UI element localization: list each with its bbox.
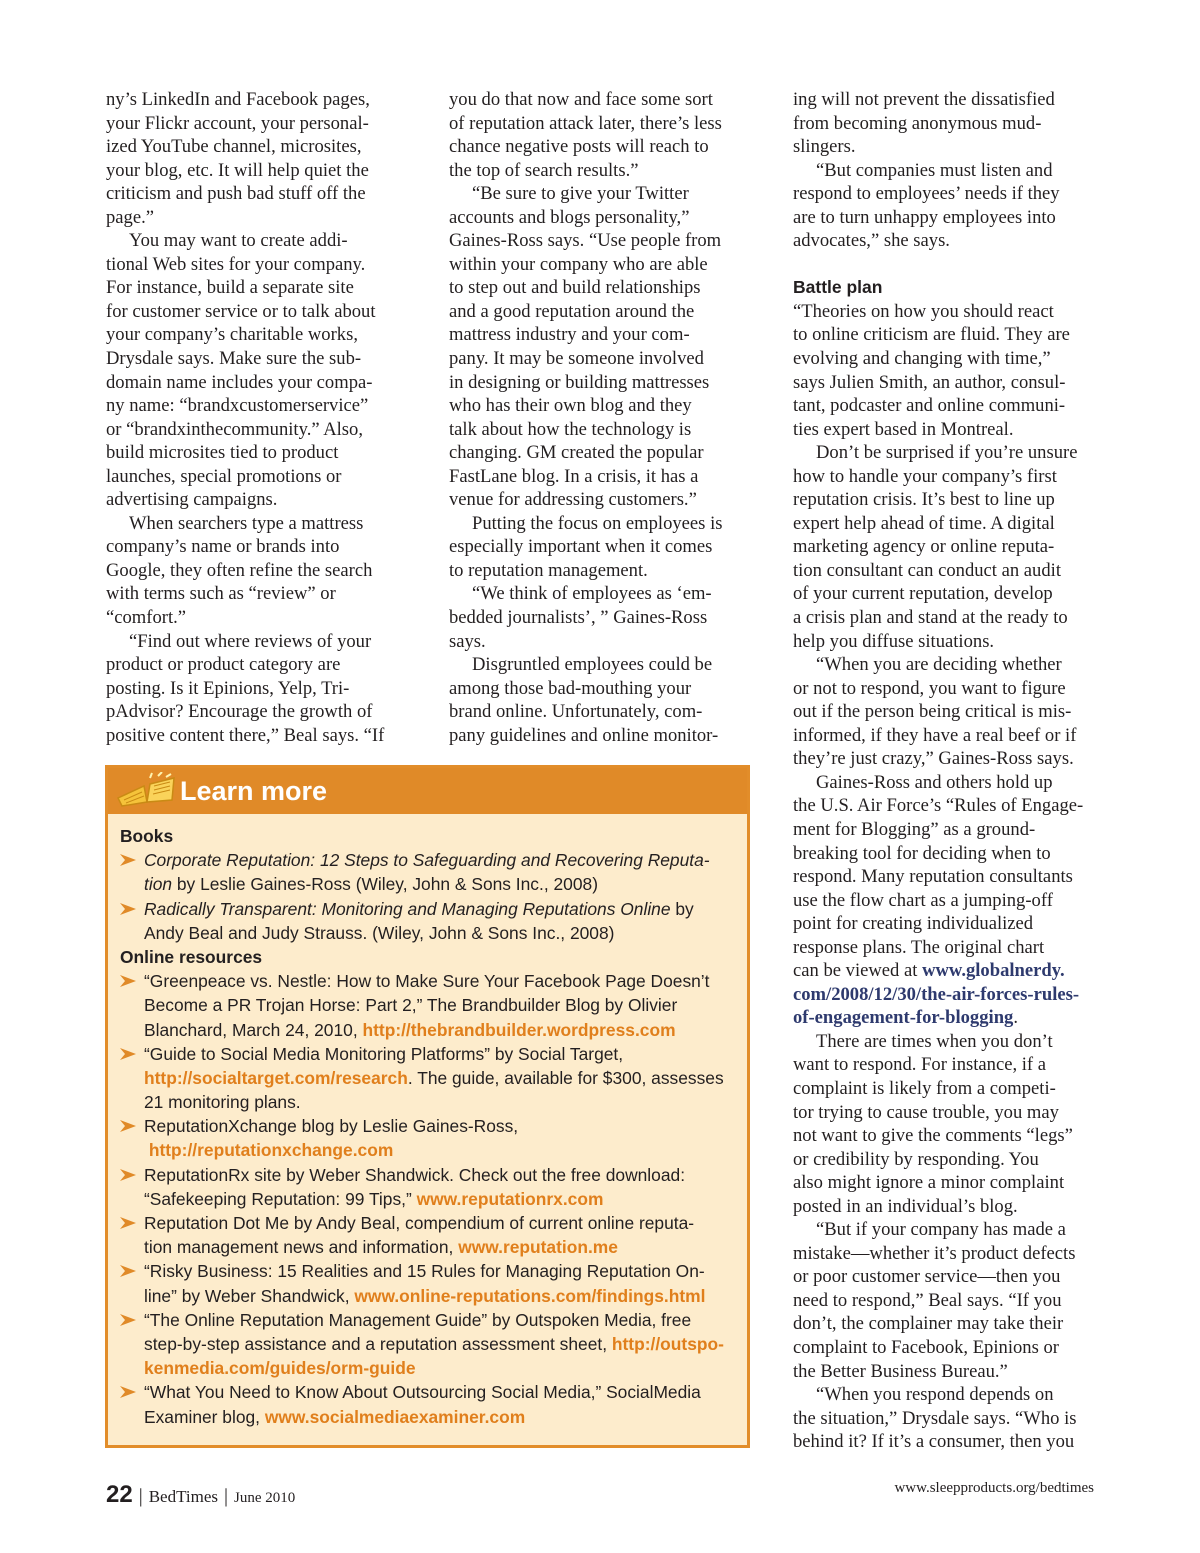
- text-line: reputation crisis. It’s best to line up: [793, 489, 1055, 511]
- text-line: “Find out where reviews of your: [129, 630, 372, 652]
- text-line: slingers.: [793, 136, 856, 158]
- text-line: want to respond. For instance, if a: [793, 1054, 1047, 1076]
- text-line: marketing agency or online reputa-: [793, 536, 1055, 558]
- spacer: [793, 253, 1098, 277]
- arrow-bullet-icon: [120, 854, 136, 866]
- issue-date: June 2010: [234, 1490, 296, 1506]
- text-line: ing will not prevent the dissatisfied: [793, 89, 1055, 110]
- text-line: tant, podcaster and online communi-: [793, 395, 1066, 417]
- text-line: When searchers type a mattress: [129, 512, 364, 534]
- footer-separator: |: [138, 1485, 143, 1507]
- text-line: “When you respond depends on: [816, 1384, 1054, 1406]
- text-line: within your company who are able: [449, 253, 708, 275]
- text-line: pany guidelines and online monitor-: [449, 724, 719, 746]
- text-line: are to turn unhappy employees into: [793, 206, 1056, 228]
- text-line: accounts and blogs personality,”: [449, 206, 690, 228]
- text-line: launches, special promotions or: [106, 465, 342, 487]
- article-column-3: [793, 88, 1098, 1454]
- list-item-cont: Andy Beal and Judy Strauss. (Wiley, John & Sons Inc., 2008): [144, 922, 615, 943]
- reputationxchange-link[interactable]: http://reputationxchange.com: [148, 1140, 394, 1161]
- text-line: domain name includes your compa-: [106, 371, 373, 393]
- text-line: response plans. The original chart: [793, 936, 1045, 958]
- text-line: advertising campaigns.: [106, 489, 278, 511]
- text-line: posted in an individual’s blog.: [793, 1195, 1018, 1217]
- text-line: [793, 983, 1098, 1007]
- text-line: the U.S. Air Force’s “Rules of Engage-: [793, 795, 1084, 817]
- text-fragment: .: [1013, 1007, 1018, 1029]
- text-line: in designing or building mattresses: [449, 371, 710, 393]
- open-book-icon: [114, 772, 180, 810]
- text-line: Gaines-Ross and others hold up: [816, 771, 1053, 793]
- text-line: to step out and build relationships: [449, 277, 701, 299]
- arrow-bullet-icon: [120, 1265, 136, 1277]
- list-item: [120, 1308, 740, 1332]
- list-item-cont: [120, 1018, 740, 1042]
- online-reputations-link[interactable]: www.online-reputations.com/findings.html: [354, 1285, 706, 1306]
- text-line: ment for Blogging” as a ground-: [793, 818, 1036, 840]
- text-line: tional Web sites for your company.: [106, 253, 366, 275]
- text-line: ny’s LinkedIn and Facebook pages,: [106, 89, 370, 110]
- text-line: chance negative posts will reach to: [449, 136, 709, 158]
- list-item: [120, 897, 740, 921]
- text-line: For instance, build a separate site: [106, 277, 354, 299]
- book-title: Corporate Reputation: 12 Steps to Safeguarding and Recovering Reputa-: [144, 850, 710, 871]
- text-line: don’t, the complainer may take their: [793, 1313, 1064, 1335]
- page-footer: [106, 1481, 295, 1509]
- outspokenmedia-link[interactable]: http://outspo-: [611, 1333, 724, 1354]
- text-line: breaking tool for deciding when to: [793, 842, 1051, 864]
- resource-text: “Greenpeace vs. Nestle: How to Make Sure Your Facebook Page Doesn’t: [144, 971, 710, 992]
- text-line: among those bad-mouthing your: [449, 677, 692, 699]
- book-title: Radically Transparent: Monitoring and Managing Reputations Online: [144, 898, 671, 919]
- text-line: your blog, etc. It will help quiet the: [106, 159, 369, 181]
- text-line: respond. Many reputation consultants: [793, 866, 1073, 888]
- reputationrx-link[interactable]: www.reputationrx.com: [416, 1188, 604, 1209]
- list-item-cont: [120, 1284, 740, 1308]
- text-line: or poor customer service—then you: [793, 1266, 1061, 1288]
- reputation-me-link[interactable]: www.reputation.me: [458, 1237, 618, 1258]
- books-heading: Books: [120, 826, 174, 846]
- list-item: [120, 1211, 740, 1235]
- outspokenmedia-link-cont[interactable]: kenmedia.com/guides/orm-guide: [144, 1358, 416, 1379]
- list-item: [120, 969, 740, 993]
- learn-more-title: Learn more: [180, 776, 328, 806]
- resource-text: step-by-step assistance and a reputation assessment sheet,: [144, 1333, 612, 1354]
- text-line: Google, they often refine the search: [106, 559, 373, 581]
- text-line: ties expert based in Montreal.: [793, 418, 1014, 440]
- text-line: changing. GM created the popular: [449, 442, 704, 464]
- learn-more-body: [120, 824, 740, 1429]
- text-line: of your current reputation, develop: [793, 583, 1053, 605]
- socialmediaexaminer-link[interactable]: www.socialmediaexaminer.com: [264, 1406, 526, 1427]
- text-line: a crisis plan and stand at the ready to: [793, 607, 1068, 629]
- book-title: tion: [144, 874, 173, 895]
- text-line: especially important when it comes: [449, 536, 713, 558]
- arrow-bullet-icon: [120, 1048, 136, 1060]
- arrow-bullet-icon: [120, 1217, 136, 1229]
- list-item-cont: [120, 872, 740, 896]
- text-line: “Be sure to give your Twitter: [472, 183, 689, 205]
- text-line: complaint is likely from a competi-: [793, 1077, 1056, 1099]
- list-item-cont: [120, 1187, 740, 1211]
- text-line: tion consultant can conduct an audit: [793, 559, 1061, 581]
- text-line: advocates,” she says.: [793, 230, 950, 252]
- socialtarget-link[interactable]: http://socialtarget.com/research: [144, 1067, 408, 1088]
- text-line: to reputation management.: [449, 559, 648, 581]
- list-item: [120, 1163, 740, 1187]
- book-details: by: [670, 898, 694, 919]
- text-line: of reputation attack later, there’s less: [449, 112, 722, 134]
- online-resources-heading: Online resources: [120, 946, 263, 967]
- text-line: “When you are deciding whether: [816, 654, 1062, 676]
- resource-text: ReputationRx site by Weber Shandwick. Check out the free download:: [144, 1164, 686, 1185]
- text-line: and a good reputation around the: [449, 300, 695, 322]
- arrow-bullet-icon: [120, 1120, 136, 1132]
- book-details: by Leslie Gaines-Ross (Wiley, John & Sons Inc., 2008): [172, 874, 598, 895]
- resource-text: Examiner blog,: [144, 1406, 265, 1427]
- text-line: your Flickr account, your personal-: [106, 112, 369, 134]
- text-line: evolving and changing with time,”: [793, 348, 1051, 370]
- magazine-name: BedTimes: [148, 1487, 218, 1506]
- list-item-cont: 21 monitoring plans.: [144, 1092, 301, 1113]
- resource-text: “What You Need to Know About Outsourcing Social Media,” SocialMedia: [144, 1382, 701, 1403]
- text-line: positive content there,” Beal says. “If: [106, 724, 385, 746]
- text-line: page.”: [106, 206, 155, 228]
- resource-text: . The guide, available for $300, assesses: [407, 1067, 724, 1088]
- text-line: the situation,” Drysdale says. “Who is: [793, 1407, 1077, 1429]
- arrow-bullet-icon: [120, 1169, 136, 1181]
- footer-separator: |: [224, 1485, 229, 1507]
- arrow-bullet-icon: [120, 903, 136, 915]
- resource-text: “Safekeeping Reputation: 99 Tips,”: [144, 1188, 417, 1209]
- resource-text: line” by Weber Shandwick,: [144, 1285, 355, 1306]
- section-subhead: Battle plan: [793, 277, 883, 298]
- list-item: [120, 848, 740, 872]
- list-item-cont: [120, 1235, 740, 1259]
- article-column-1: [106, 88, 406, 747]
- text-line: with terms such as “review” or: [106, 583, 336, 605]
- text-line: Drysdale says. Make sure the sub-: [106, 348, 362, 370]
- text-line: they’re just crazy,” Gaines-Ross says.: [793, 748, 1074, 770]
- text-line: out if the person being critical is mis-: [793, 701, 1072, 723]
- text-line: point for creating individualized: [793, 913, 1034, 935]
- resource-text: Reputation Dot Me by Andy Beal, compendium of current online reputa-: [144, 1213, 695, 1233]
- text-line: tor trying to cause trouble, you may: [793, 1101, 1059, 1123]
- text-line: also might ignore a minor complaint: [793, 1172, 1065, 1194]
- text-line: pAdvisor? Encourage the growth of: [106, 701, 373, 723]
- text-line: ny name: “brandxcustomerservice”: [106, 395, 369, 417]
- footer-url[interactable]: www.sleepproducts.org/bedtimes: [894, 1480, 1094, 1496]
- resource-text: “Guide to Social Media Monitoring Platforms” by Social Target,: [144, 1043, 624, 1064]
- text-line: not want to give the comments “legs”: [793, 1125, 1073, 1147]
- list-item: [120, 1259, 740, 1283]
- text-line: You may want to create addi-: [129, 230, 348, 252]
- text-line: Disgruntled employees could be: [472, 654, 713, 676]
- text-line: or “brandxinthecommunity.” Also,: [106, 418, 363, 440]
- list-item-cont: [120, 1356, 740, 1380]
- text-line: [793, 959, 1098, 983]
- text-line: talk about how the technology is: [449, 418, 692, 440]
- text-line: to online criticism are fluid. They are: [793, 324, 1070, 346]
- resource-text: Blanchard, March 24, 2010,: [144, 1019, 363, 1040]
- text-line: or not to respond, you want to figure: [793, 677, 1066, 699]
- article-column-2: [449, 88, 754, 747]
- list-item: [120, 1042, 740, 1066]
- list-item: [120, 1380, 740, 1404]
- learn-more-header: [108, 768, 747, 814]
- text-line: says.: [449, 630, 486, 652]
- text-line: mattress industry and your com-: [449, 324, 690, 346]
- text-line: [793, 1006, 1098, 1030]
- text-line: Gaines-Ross says. “Use people from: [449, 230, 722, 252]
- globalnerdy-link[interactable]: www.globalnerdy.: [922, 960, 1065, 982]
- list-item-cont: [120, 1138, 740, 1162]
- text-line: product or product category are: [106, 654, 341, 676]
- text-line: behind it? If it’s a consumer, then you: [793, 1431, 1075, 1453]
- text-line: informed, if they have a real beef or if: [793, 724, 1077, 746]
- learn-more-box: [105, 765, 750, 1448]
- text-line: pany. It may be someone involved: [449, 348, 704, 370]
- list-item-cont: [120, 1332, 740, 1356]
- text-line: who has their own blog and they: [449, 395, 692, 417]
- text-line: how to handle your company’s first: [793, 465, 1057, 487]
- text-line: Putting the focus on employees is: [472, 512, 723, 534]
- text-line: company’s name or brands into: [106, 536, 340, 558]
- text-line: venue for addressing customers.”: [449, 489, 697, 511]
- text-line: expert help ahead of time. A digital: [793, 512, 1055, 534]
- resource-text: ReputationXchange blog by Leslie Gaines-Ross,: [144, 1116, 519, 1137]
- text-line: FastLane blog. In a crisis, it has a: [449, 465, 699, 487]
- text-line: from becoming anonymous mud-: [793, 112, 1042, 134]
- arrow-bullet-icon: [120, 1314, 136, 1326]
- text-line: help you diffuse situations.: [793, 630, 995, 652]
- text-line: “But if your company has made a: [816, 1219, 1066, 1241]
- globalnerdy-link-cont[interactable]: com/2008/12/30/the-air-forces-rules-: [793, 983, 1080, 1005]
- text-line: “Theories on how you should react: [793, 300, 1054, 322]
- text-line: bedded journalists’, ” Gaines-Ross: [449, 607, 708, 629]
- list-item: [120, 1114, 740, 1138]
- text-line: respond to employees’ needs if they: [793, 183, 1060, 205]
- resource-text: “The Online Reputation Management Guide” by Outspoken Media, free: [144, 1309, 692, 1330]
- text-fragment: can be viewed at: [793, 960, 923, 982]
- resource-text: tion management news and information,: [144, 1237, 459, 1258]
- text-line: mistake—whether it’s product defects: [793, 1242, 1076, 1264]
- list-item-cont: Become a PR Trojan Horse: Part 2,” The Brandbuilder Blog by Olivier: [144, 995, 678, 1016]
- brandbuilder-link[interactable]: http://thebrandbuilder.wordpress.com: [362, 1019, 676, 1040]
- text-line: use the flow chart as a jumping-off: [793, 889, 1053, 911]
- text-line: for customer service or to talk about: [106, 300, 376, 322]
- text-line: the Better Business Bureau.”: [793, 1360, 1008, 1382]
- text-line: criticism and push bad stuff off the: [106, 183, 366, 205]
- text-line: “comfort.”: [106, 607, 187, 629]
- text-line: “But companies must listen and: [816, 159, 1053, 181]
- resource-text: “Risky Business: 15 Realities and 15 Rules for Managing Reputation On-: [144, 1261, 705, 1282]
- text-line: There are times when you don’t: [816, 1030, 1053, 1052]
- text-line: brand online. Unfortunately, com-: [449, 701, 703, 723]
- text-line: complaint to Facebook, Epinions or: [793, 1336, 1059, 1358]
- text-line: ized YouTube channel, microsites,: [106, 136, 362, 158]
- list-item-cont: [120, 1405, 740, 1429]
- text-line: Don’t be surprised if you’re unsure: [816, 442, 1078, 464]
- text-line: build microsites tied to product: [106, 442, 339, 464]
- text-line: your company’s charitable works,: [106, 324, 358, 346]
- list-item-cont: [120, 1066, 740, 1090]
- arrow-bullet-icon: [120, 1386, 136, 1398]
- text-line: the top of search results.”: [449, 159, 639, 181]
- globalnerdy-link-end[interactable]: of-engagement-for-blogging: [793, 1007, 1014, 1029]
- text-line: need to respond,” Beal says. “If you: [793, 1289, 1062, 1311]
- text-line: “We think of employees as ‘em-: [472, 583, 712, 605]
- text-line: says Julien Smith, an author, consul-: [793, 371, 1066, 393]
- text-line: you do that now and face some sort: [449, 89, 713, 110]
- page-number: 22: [106, 1481, 133, 1508]
- arrow-bullet-icon: [120, 975, 136, 987]
- text-line: posting. Is it Epinions, Yelp, Tri-: [106, 677, 350, 699]
- text-line: or credibility by responding. You: [793, 1148, 1039, 1170]
